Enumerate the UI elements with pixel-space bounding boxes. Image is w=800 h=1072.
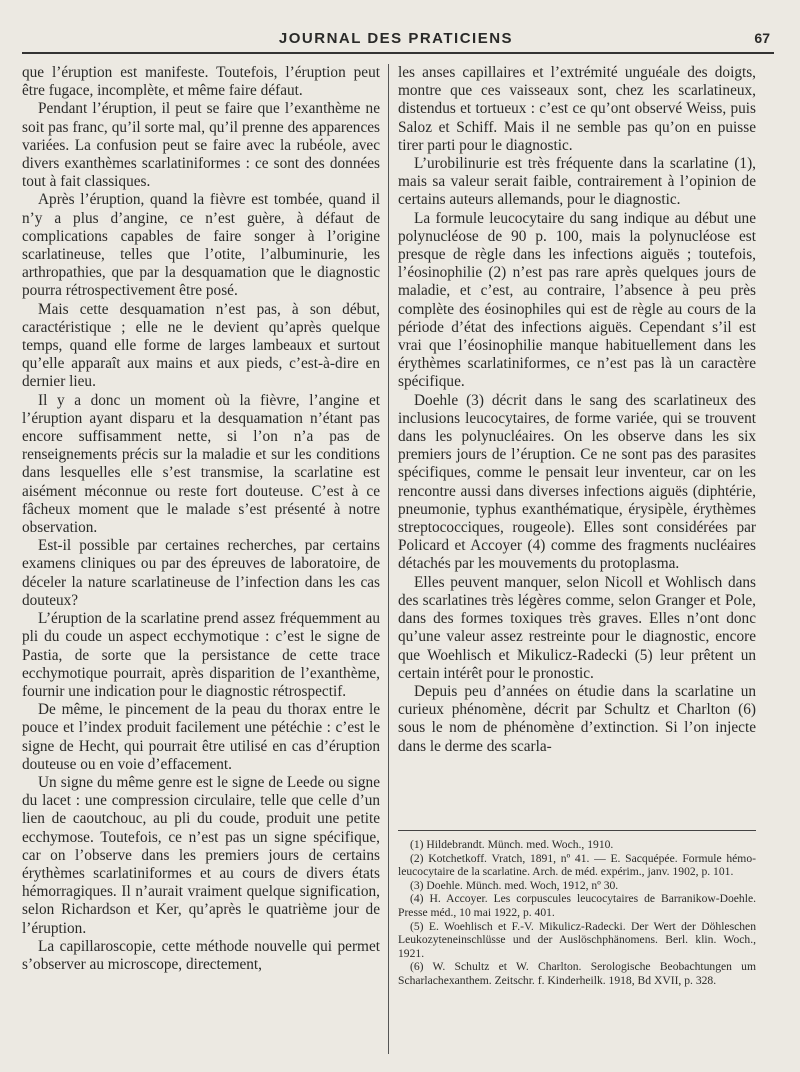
header-rule — [22, 52, 774, 54]
page-number: 67 — [754, 30, 770, 46]
paragraph: Pendant l’éruption, il peut se faire que l’exanthème ne soit pas franc, qu’il sorte mal, qu’il prenne des apparences variées. La confusion peut se faire avec la rubéole, avec divers exanthèmes scarlatiniformes : ce sont des données tout à fait classiques. — [22, 100, 380, 191]
footnotes — [398, 838, 756, 988]
paragraph: Doehle (3) décrit dans le sang des scarlatineux des inclusions leucocytaires, de forme variée, qui se trouvent dans les polynucléaires. On les observe dans les six premiers jours de l’éruption. Ce ne sont pas des parasites spécifiques, comme le pensait leur inventeur, car on les rencontre aussi dans diverses infections aiguës (diphtérie, pneumonie, typhus exanthématique, érysipèle, érythèmes streptococciques, rougeole). Elles sont considérées par Policard et Accoyer (4) comme des fragments nucléaires détachés par les mouvements du protoplasma. — [398, 391, 756, 573]
footnote: (5) E. Woehlisch et F.-V. Mikulicz-Radecki. Der Wert der Döhleschen Leukozyteneinschlüsse und der Auslöschphänomens. Berl. klin. Woch., 1921. — [398, 919, 756, 960]
paragraph: Mais cette desquamation n’est pas, à son début, caractéristique ; elle ne le devient qu’après quelque temps, quand elle forme de larges lambeaux et surtout qu’elle apparaît aux mains et aux pieds, c’est-à-dire en dernier lieu. — [22, 300, 380, 391]
paragraph: L’éruption de la scarlatine prend assez fréquemment au pli du coude un aspect ecchymotique : c’est le signe de Pastia, de sorte que la persistance de cette trace ecchymotique pourrait, après disparition de l’exanthème, fournir une indication pour le diagnostic rétrospectif. — [22, 610, 380, 700]
paragraph: La formule leucocytaire du sang indique au début une polynucléose de 90 p. 100, mais la polynucléose est presque de règle dans les infections aiguës ; toutefois, l’éosinophilie (2) n’est pas rare après quelques jours de maladie, et c’est, au contraire, l’absence à peu près complète des éosinophiles qui est de règle au cours de la période d’état des infections aiguës. Cependant s’il est vrai que l’éosinophilie manque habituellement dans les érythèmes scarlatiniformes, ce n’est pas là un caractère spécifique. — [398, 209, 756, 391]
left-column — [22, 64, 380, 974]
page-header — [22, 28, 770, 50]
paragraph: que l’éruption est manifeste. Toutefois, l’éruption peut être fugace, incomplète, et même faire défaut. — [22, 64, 380, 100]
paragraph: les anses capillaires et l’extrémité unguéale des doigts, montre que ces vaisseaux sont, chez les scarlatineux, distendus et tortueux : c’est ce qu’ont observé Weiss, puis Saloz et Schiff. Mais il ne semble pas qu’on en puisse tirer parti pour le diagnostic. — [398, 64, 756, 154]
paragraph: De même, le pincement de la peau du thorax entre le pouce et l’index produit facilement une pétéchie : c’est le signe de Hecht, qui pourrait être utilisé en cas d’éruption douteuse ou en voie d’effacement. — [22, 701, 380, 773]
footnote: (6) W. Schultz et W. Charlton. Serologische Beobachtungen um Scharlachexanthem. Zeitschr. f. Kinderheilk. 1918, Bd XVII, p. 328. — [398, 960, 756, 987]
paragraph: Après l’éruption, quand la fièvre est tombée, quand il n’y a plus d’angine, ce n’est guère, à défaut de complications capables de faire songer à l’origine scarlatineuse, telles que l’otite, l’albuminurie, les arthropathies, que par la desquamation que le diagnostic pourra rétrospectivement être posé. — [22, 191, 380, 300]
paragraph: Est-il possible par certaines recherches, par certains examens cliniques ou par des épreuves de laboratoire, de déceler la nature scarlatineuse de l’infection dans les cas douteux? — [22, 537, 380, 609]
right-column — [398, 64, 756, 756]
column-divider — [388, 64, 389, 1054]
footnote: (3) Doehle. Münch. med. Woch, 1912, nº 30. — [410, 878, 619, 892]
paragraph: L’urobilinurie est très fréquente dans la scarlatine (1), mais sa valeur serait faible, contrairement à l’opinion de certains auteurs allemands, pour le diagnostic. — [398, 155, 756, 209]
paragraph: Un signe du même genre est le signe de Leede ou signe du lacet : une compression circulaire, telle que celle d’un lien de caoutchouc, au pli du coude, produit une petite ecchymose. Toutefois, ce n’est pas un signe spécifique, car on l’observe dans les premiers jours de certains érythèmes scarlatiniformes et au cours de divers états hémorragiques. Il n’aurait vraiment quelque signification, selon Richardson et Ker, qu’après le quatrième jour de l’éruption. — [22, 773, 380, 937]
paragraph: La capillaroscopie, cette méthode nouvelle qui permet s’observer au microscope, directement, — [22, 937, 380, 973]
journal-title: JOURNAL DES PRATICIENS — [278, 30, 514, 47]
paragraph: Elles peuvent manquer, selon Nicoll et Wohlisch dans des scarlatines très légères comme, selon Granger et Pole, dans des formes toxiques très graves. Elles n’ont donc qu’une valeur assez restreinte pour le diagnostic, encore que Woehlisch et Mikulicz-Radecki (5) leur prêtent un certain intérêt pour le pronostic. — [398, 573, 756, 682]
footnote: (4) H. Accoyer. Les corpuscules leucocytaires de Barranikow-Doehle. Presse méd., 10 mai 1922, p. 401. — [398, 892, 756, 919]
footnote: (1) Hildebrandt. Münch. med. Woch., 1910. — [410, 838, 614, 851]
paragraph: Depuis peu d’années on étudie dans la scarlatine un curieux phénomène, décrit par Schultz et Charlton (6) sous le nom de phénomène d’extinction. Si l’on injecte dans le derme des scarla- — [398, 682, 756, 755]
paragraph: Il y a donc un moment où la fièvre, l’angine et l’éruption ayant disparu et la desquamation n’étant pas encore suffisamment nette, si l’on n’a pas de renseignements précis sur la maladie et sur les conditions dans lesquelles elle s’est transmise, la scarlatine est aisément méconnue ou reste fort douteuse. C’est à ce fâcheux moment que le malade s’est présenté à notre observation. — [22, 391, 380, 537]
footnote: (2) Kotchetkoff. Vratch, 1891, nº 41. — E. Sacquépée. Formule hémo-leucocytaire de la scarlatine. Arch. de méd. expérim., janv. 1902, p. 101. — [398, 851, 756, 879]
footnote-rule — [398, 830, 756, 831]
